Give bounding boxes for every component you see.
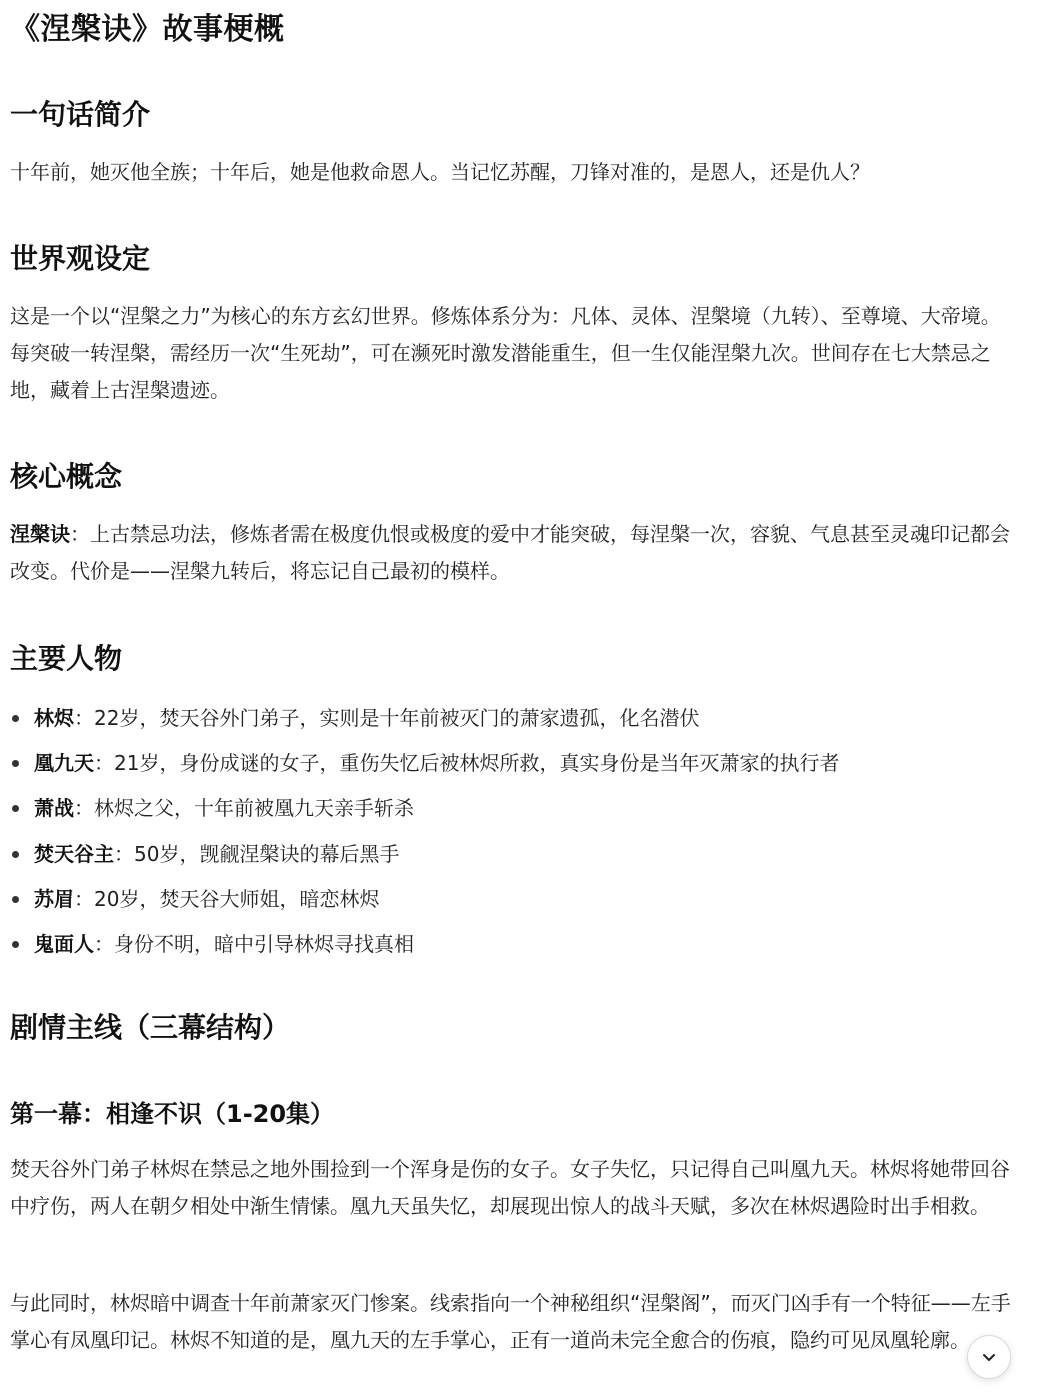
scroll-to-bottom-button[interactable] — [967, 1335, 1011, 1379]
concept-term: 涅槃诀 — [10, 522, 70, 546]
character-desc: ：身份不明，暗中引导林烬寻找真相 — [94, 931, 414, 956]
intro-paragraph: 十年前，她灭他全族；十年后，她是他救命恩人。当记忆苏醒，刀锋对准的，是恩人，还是仇人？ — [10, 160, 870, 184]
heading-intro: 一句话简介 — [10, 98, 151, 131]
bullet-icon — [12, 896, 19, 903]
list-item — [10, 746, 1020, 791]
character-desc: ：21岁，身份成谜的女子，重伤失忆后被林烬所救，真实身份是当年灭萧家的执行者 — [94, 751, 840, 776]
character-name: 苏眉 — [34, 886, 74, 911]
act1-paragraph-1: 焚天谷外门弟子林烬在禁忌之地外围捡到一个浑身是伤的女子。女子失忆，只记得自己叫凰九天。林烬将她带回谷中疗伤，两人在朝夕相处中渐生情愫。凰九天虽失忆，却展现出惊人的战斗天赋，多次在林烬遇险时出手相救。 — [10, 1157, 1010, 1218]
character-desc: ：20岁，焚天谷大师姐，暗恋林烬 — [74, 886, 380, 911]
list-item — [10, 791, 1020, 836]
act1-paragraph-2: 与此同时，林烬暗中调查十年前萧家灭门惨案。线索指向一个神秘组织“涅槃阁”，而灭门凶手有一个特征——左手掌心有凤凰印记。林烬不知道的是，凰九天的左手掌心，正有一道尚未完全愈合的伤痕，隐约可见凤凰轮廓。 — [10, 1291, 1011, 1352]
bullet-icon — [12, 941, 19, 948]
character-name: 凰九天 — [34, 751, 94, 776]
character-name: 鬼面人 — [34, 931, 94, 956]
concept-text: ：上古禁忌功法，修炼者需在极度仇恨或极度的爱中才能突破，每涅槃一次，容貌、气息甚至灵魂印记都会改变。代价是——涅槃九转后，将忘记自己最初的模样。 — [10, 522, 1010, 583]
heading-concept: 核心概念 — [10, 460, 123, 493]
character-desc: ：50岁，觊觎涅槃诀的幕后黑手 — [114, 841, 400, 866]
character-desc: ：22岁，焚天谷外门弟子，实则是十年前被灭门的萧家遗孤，化名潜伏 — [74, 706, 700, 730]
heading-plot: 剧情主线（三幕结构） — [10, 1011, 291, 1044]
heading-characters: 主要人物 — [10, 642, 123, 675]
bullet-icon — [12, 715, 19, 722]
page-title: 《涅槃诀》故事梗概 — [10, 12, 285, 47]
character-name: 林烬 — [34, 706, 74, 730]
bullet-icon — [12, 760, 19, 767]
chevron-down-icon — [980, 1348, 998, 1366]
character-list — [10, 701, 1020, 972]
concept-paragraph — [10, 516, 1020, 590]
list-item — [10, 837, 1020, 882]
heading-act1: 第一幕：相逢不识（1-20集） — [10, 1100, 335, 1128]
bullet-icon — [12, 851, 19, 858]
list-item — [10, 882, 1020, 927]
list-item — [10, 927, 1020, 972]
character-name: 焚天谷主 — [34, 841, 114, 866]
character-desc: ：林烬之父，十年前被凰九天亲手斩杀 — [74, 796, 414, 821]
bullet-icon — [12, 805, 19, 812]
world-paragraph: 这是一个以“涅槃之力”为核心的东方玄幻世界。修炼体系分为：凡体、灵体、涅槃境（九转）、至尊境、大帝境。每突破一转涅槃，需经历一次“生死劫”，可在濒死时激发潜能重生，但一生仅能涅槃九次。世间存在七大禁忌之地，藏着上古涅槃遗迹。 — [10, 304, 1001, 402]
list-item — [10, 701, 1020, 746]
heading-world: 世界观设定 — [10, 242, 151, 275]
character-name: 萧战 — [34, 796, 74, 821]
